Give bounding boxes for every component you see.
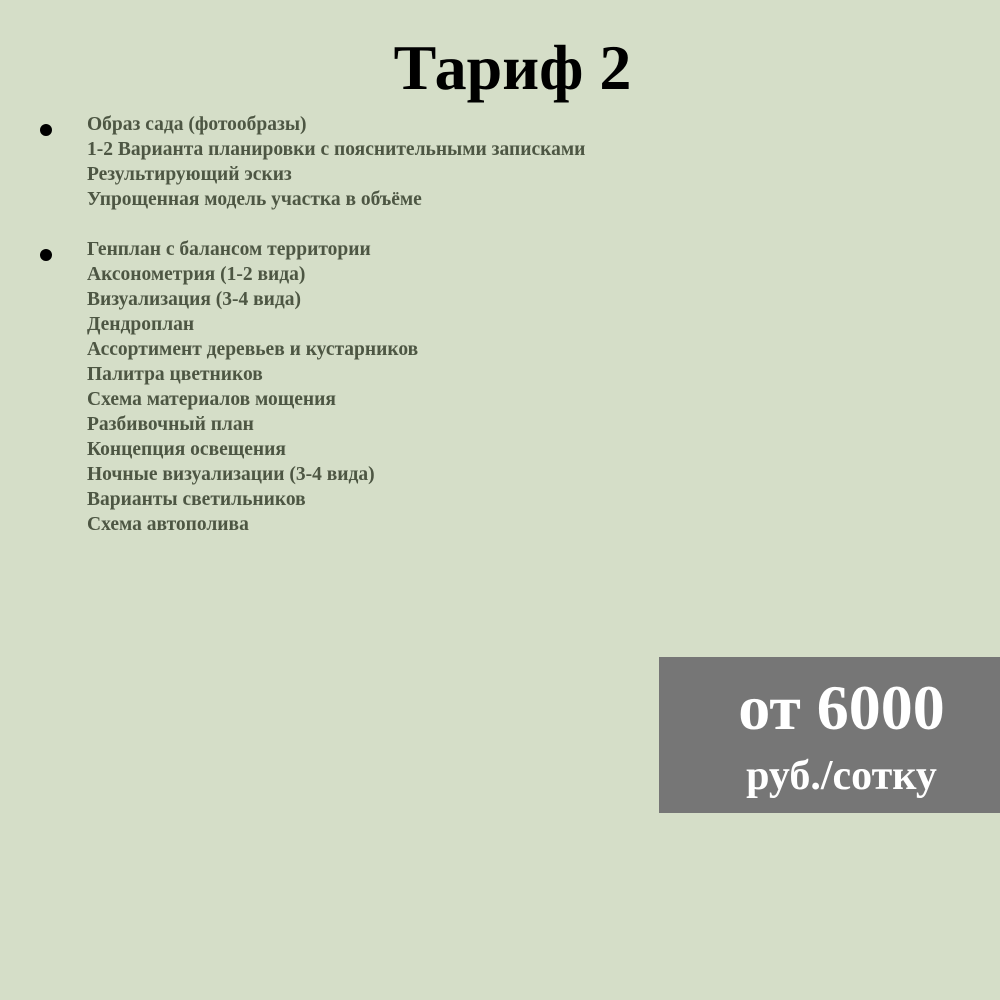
list-item: Варианты светильников [87,489,306,510]
list-item: Упрощенная модель участка в объёме [87,189,422,210]
price-box [659,657,1000,813]
list-item: Концепция освещения [87,439,286,460]
page-title: Тариф 2 [393,32,632,103]
list-item: 1-2 Варианта планировки с пояснительными записками [87,139,586,160]
list-item: Генплан с балансом территории [87,239,371,260]
deliverables-list [87,112,585,212]
list-item: Дендроплан [87,314,195,335]
list-item: Схема материалов мощения [87,389,336,410]
deliverables-list [87,237,418,537]
list-item: Схема автополива [87,514,249,535]
list-item: Разбивочный план [87,414,254,435]
list-item: Ассортимент деревьев и кустарников [87,339,419,360]
price-amount: от 6000 [738,672,945,743]
price-unit: руб./сотку [746,753,937,799]
bullet-icon [40,124,52,136]
bullet-icon [40,249,52,261]
list-item: Результирующий эскиз [87,164,292,185]
list-item: Аксонометрия (1-2 вида) [87,264,306,285]
list-item: Ночные визуализации (3-4 вида) [87,464,375,485]
list-item: Палитра цветников [87,364,263,385]
list-item: Визуализация (3-4 вида) [87,289,301,310]
list-item: Образ сада (фотообразы) [87,114,307,135]
